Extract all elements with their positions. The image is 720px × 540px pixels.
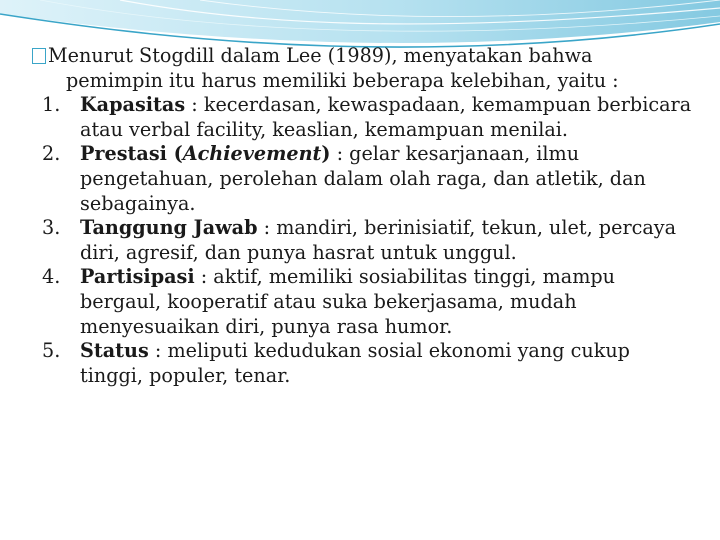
term-description: : kecerdasan, kewaspadaan, kemampuan berbicara atau verbal facility, keaslian, kemampuan menilai. (80, 93, 692, 141)
term-description: : mandiri, berinisiatif, tekun, ulet, percaya diri, agresif, dan punya hasrat untuk unggul. (80, 216, 677, 264)
term-label: Kapasitas (80, 93, 186, 117)
term-label: Tanggung Jawab (80, 216, 258, 240)
list-number: 3. (42, 216, 61, 240)
list-item (32, 339, 692, 388)
term-description: : meliputi kedudukan sosial ekonomi yang cukup tinggi, populer, tenar. (80, 339, 630, 387)
list-number: 5. (42, 339, 61, 363)
term-paren-open: ( (166, 142, 183, 166)
intro-paragraph (32, 44, 692, 93)
term-description: : aktif, memiliki sosiabilitas tinggi, mampu bergaul, kooperatif atau suka bekerjasama, mudah menyesuaikan diri, punya rasa humor. (80, 265, 616, 338)
missing-glyph-icon (32, 48, 46, 64)
term-label: Status (80, 339, 149, 363)
list-item (32, 93, 692, 142)
term-label: Partisipasi (80, 265, 195, 289)
criteria-list (32, 93, 692, 388)
list-item (32, 142, 692, 216)
list-number: 2. (42, 142, 61, 166)
term-paren-close: ) (321, 142, 331, 166)
list-item (32, 216, 692, 265)
slide-body (32, 44, 692, 388)
list-number: 4. (42, 265, 61, 289)
term-label: Prestasi (80, 142, 167, 166)
term-description: : gelar kesarjanaan, ilmu pengetahuan, perolehan dalam olah raga, dan atletik, dan sebagainya. (80, 142, 646, 215)
intro-text: Menurut Stogdill dalam Lee (1989), menyatakan bahwa pemimpin itu harus memiliki beberapa kelebihan, yaitu : (48, 44, 619, 92)
list-item (32, 265, 692, 339)
term-italic: Achievement (182, 142, 322, 166)
list-number: 1. (42, 93, 61, 117)
